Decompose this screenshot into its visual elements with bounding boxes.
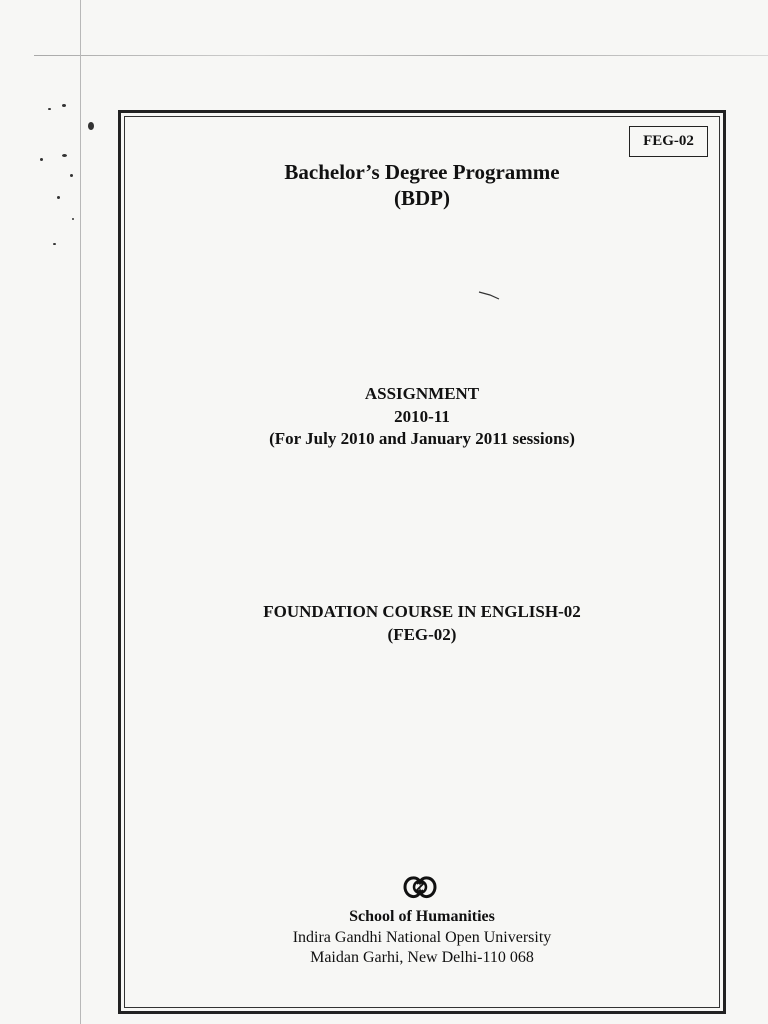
scan-speck [48, 108, 51, 110]
assignment-sessions: (For July 2010 and January 2011 sessions) [269, 429, 575, 448]
programme-title: Bachelor’s Degree Programme [284, 160, 560, 184]
scan-speck [70, 174, 73, 177]
school-name: School of Humanities [349, 908, 495, 925]
university-name: Indira Gandhi National Open University [292, 929, 552, 946]
scan-speck [88, 122, 94, 130]
scan-edge-top-line [34, 55, 768, 56]
scan-speck [57, 196, 60, 199]
scan-speck [72, 218, 74, 220]
programme-abbreviation: (BDP) [394, 186, 450, 210]
course-title: FOUNDATION COURSE IN ENGLISH-02 [263, 602, 581, 621]
scan-dash-mark [478, 290, 500, 300]
assignment-heading: ASSIGNMENT [364, 384, 480, 403]
scan-speck [53, 243, 56, 245]
ignou-logo-icon [401, 872, 439, 902]
scan-edge-left-line [80, 0, 81, 1024]
scan-speck [62, 104, 66, 107]
scan-speck [62, 154, 67, 157]
university-address: Maidan Garhi, New Delhi-110 068 [310, 949, 534, 966]
assignment-year: 2010-11 [394, 407, 450, 426]
course-code: (FEG-02) [387, 625, 457, 644]
course-code-badge-label: FEG-02 [643, 133, 694, 149]
scan-speck [40, 158, 43, 161]
course-code-badge [629, 126, 708, 157]
